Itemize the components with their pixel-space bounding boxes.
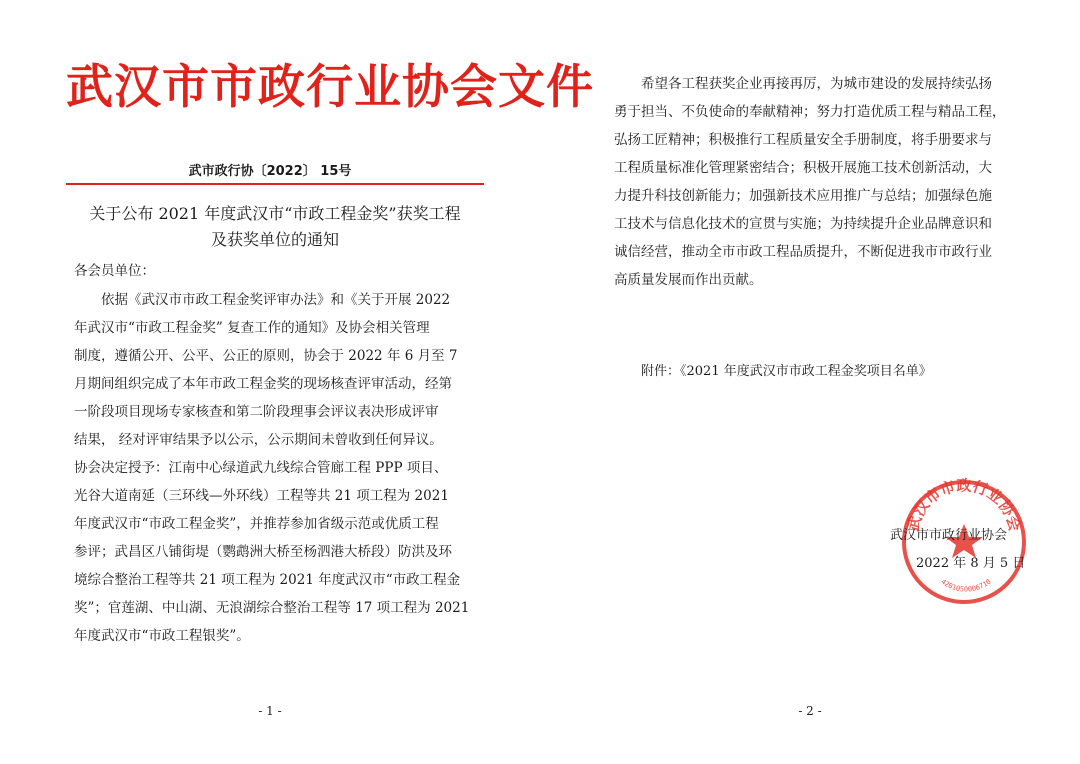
page-2 xyxy=(540,0,1080,764)
notice-title-line-1: 关于公布 2021 年度武汉市“市政工程金奖”获奖工程 xyxy=(89,204,461,223)
body-line: 高质量发展而作出贡献。 xyxy=(614,272,763,288)
body-line: 参评；武昌区八铺街堤（鹦鹉洲大桥至杨泗港大桥段）防洪及环 xyxy=(74,544,452,560)
red-divider xyxy=(66,183,484,185)
page-number: - 2 - xyxy=(798,704,822,718)
body-line: 年武汉市“市政工程金奖” 复查工作的通知》及协会相关管理 xyxy=(74,320,430,336)
attachment-line: 附件：《2021 年度武汉市市政工程金奖项目名单》 xyxy=(641,364,932,379)
body-line: 弘扬工匠精神；积极推行工程质量安全手册制度，将手册要求与 xyxy=(614,132,992,148)
page-number: - 1 - xyxy=(258,704,282,718)
notice-title-line-2: 及获奖单位的通知 xyxy=(210,230,339,249)
body-line: 依据《武汉市市政工程金奖评审办法》和《关于开展 2022 xyxy=(101,292,451,308)
body-line: 结果， 经对评审结果予以公示，公示期间未曾收到任何异议。 xyxy=(74,432,443,448)
seal-text: 武汉市市政行业协会 xyxy=(904,476,1024,534)
seal-serial: 4201050006710 xyxy=(939,577,993,594)
signature-date: 2022 年 8 月 5 日 xyxy=(916,556,1026,571)
body-line: 月期间组织完成了本年市政工程金奖的现场核查评审活动，经第 xyxy=(74,376,452,392)
body-line: 希望各工程获奖企业再接再厉，为城市建设的发展持续弘扬 xyxy=(641,76,992,92)
body-line: 光谷大道南延（三环线—外环线）工程等共 21 项工程为 2021 xyxy=(74,488,449,504)
body-line: 境综合整治工程等共 21 项工程为 2021 年度武汉市“市政工程金 xyxy=(74,572,461,588)
body-line: 力提升科技创新能力；加强新技术应用推广与总结；加强绿色施 xyxy=(614,188,992,204)
body-line: 诚信经营，推动全市市政工程品质提升，不断促进我市市政行业 xyxy=(614,244,992,260)
document-number: 武市政行协〔2022〕 15号 xyxy=(188,164,352,179)
body-line: 工程质量标准化管理紧密结合；积极开展施工技术创新活动，大 xyxy=(614,160,992,176)
body-line: 制度，遵循公开、公平、公正的原则，协会于 2022 年 6 月至 7 xyxy=(74,348,458,364)
signature-organization: 武汉市市政行业协会 xyxy=(890,528,1008,543)
body-line: 奖”；官莲湖、中山湖、无浪湖综合整治工程等 17 项工程为 2021 xyxy=(74,600,470,616)
body-line: 勇于担当、不负使命的奉献精神；努力打造优质工程与精品工程， xyxy=(614,104,1006,120)
body-line: 年度武汉市“市政工程银奖”。 xyxy=(74,628,250,644)
body-line: 工技术与信息化技术的宣贯与实施；为持续提升企业品牌意识和 xyxy=(614,216,992,232)
body-line: 年度武汉市“市政工程金奖”，并推荐参加省级示范或优质工程 xyxy=(74,516,439,532)
salutation: 各会员单位： xyxy=(74,263,155,279)
document-header: 武汉市市政行业协会文件 xyxy=(66,60,594,115)
body-line: 一阶段项目现场专家核查和第二阶段理事会评议表决形成评审 xyxy=(74,404,439,420)
body-line: 协会决定授予：江南中心绿道武九线综合管廊工程 PPP 项目、 xyxy=(74,460,448,476)
